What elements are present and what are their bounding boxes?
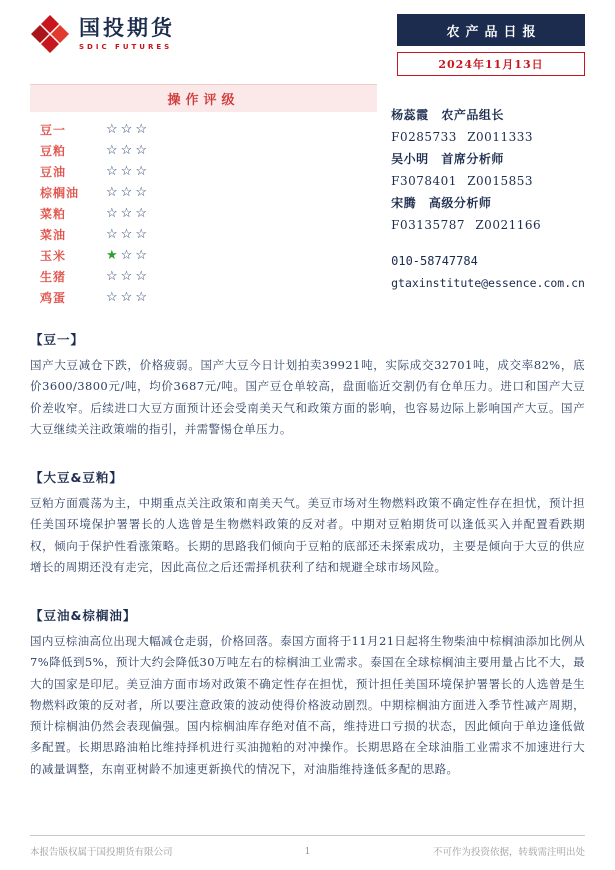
star-outline-icon: ☆ bbox=[106, 227, 121, 242]
section-douyi bbox=[30, 330, 585, 440]
star-rating bbox=[106, 143, 150, 158]
star-outline-icon: ☆ bbox=[120, 122, 136, 137]
analyst-name: 吴小明 bbox=[391, 152, 429, 166]
star-outline-icon: ☆ bbox=[106, 206, 121, 221]
report-title: 农产品日报 bbox=[397, 14, 585, 46]
commodity-name: 棕榈油 bbox=[40, 186, 80, 200]
rating-row bbox=[30, 287, 377, 308]
page-number: 1 bbox=[304, 845, 311, 857]
analyst-name: 宋腾 bbox=[391, 196, 417, 210]
contact-phone: 010-58747784 bbox=[391, 254, 478, 268]
rating-rows bbox=[30, 112, 377, 308]
section-body: 豆粕方面震荡为主，中期重点关注政策和南美天气。美豆市场对生物燃料政策不确定性存在担忧，预计担任美国环境保护署署长的人选曾是生物燃料政策的反对者。中期对豆粕期货可以逢低买入并配置看跌期权，倾向于保护性看涨策略。长期的思路我们倾向于豆粕的底部还未探索成功，主要是倾向于大豆的供应增长的周期还没有走完，因此高位之后还需择机获利了结和规避全球市场风险。 bbox=[30, 496, 585, 574]
logo-diamond-icon bbox=[30, 14, 70, 54]
star-outline-icon: ☆ bbox=[120, 290, 136, 305]
commodity-name: 鸡蛋 bbox=[40, 291, 67, 305]
rating-row bbox=[30, 140, 377, 161]
commodity-name: 豆油 bbox=[40, 165, 67, 179]
brand-subtitle: SDIC FUTURES bbox=[79, 43, 173, 52]
section-heading: 【豆一】 bbox=[30, 332, 85, 347]
star-outline-icon: ☆ bbox=[106, 269, 121, 284]
company-logo bbox=[30, 14, 175, 54]
commodity-name: 菜油 bbox=[40, 228, 67, 242]
star-outline-icon: ☆ bbox=[135, 269, 150, 284]
analyst-name-line bbox=[391, 148, 585, 170]
star-outline-icon: ☆ bbox=[106, 143, 121, 158]
rating-row bbox=[30, 161, 377, 182]
star-outline-icon: ☆ bbox=[120, 206, 136, 221]
commodity-name: 玉米 bbox=[40, 249, 67, 263]
star-outline-icon: ☆ bbox=[120, 269, 136, 284]
commodity-name: 豆粕 bbox=[40, 144, 67, 158]
star-rating bbox=[106, 122, 150, 137]
star-outline-icon: ☆ bbox=[120, 248, 136, 263]
report-date: 2024年11月13日 bbox=[397, 52, 585, 76]
analyst-codes: F03135787 Z0021166 bbox=[391, 218, 542, 232]
commodity-name: 菜粕 bbox=[40, 207, 67, 221]
analyst-codes: F0285733 Z0011333 bbox=[391, 130, 533, 144]
rating-table bbox=[30, 84, 377, 308]
commodity-name: 生猪 bbox=[40, 270, 67, 284]
rating-row bbox=[30, 182, 377, 203]
analyst-codes: F3078401 Z0015853 bbox=[391, 174, 533, 188]
rating-row bbox=[30, 203, 377, 224]
analyst-name-line bbox=[391, 192, 585, 214]
analyst-name-line bbox=[391, 104, 585, 126]
footer-copyright: 本报告版权属于国投期货有限公司 bbox=[30, 847, 173, 858]
analyst-title: 首席分析师 bbox=[441, 152, 504, 166]
star-outline-icon: ☆ bbox=[135, 122, 150, 137]
section-body: 国内豆棕油高位出现大幅减仓走弱，价格回落。泰国方面将于11月21日起将生物柴油中棕榈油添加比例从7%降低到5%，预计大约会降低30万吨左右的棕榈油工业需求。泰国在全球棕榈油主要用量占比不大，最大的国家是印尼。美豆油方面市场对政策不确定性存在担忧，预计担任美国环境保护署署长的人选曾是生物燃料政策的反对者，所以要注意政策的波动使得价格波动剧烈。中期棕榈油方面进入季节性减产周期，预计棕榈油仍然会表现偏强。国内棕榈油库存绝对值不高，维持进口亏损的状态，因此倾向于单边逢低做多配置。长期思路油粕比维持择机进行买油抛粕的对冲操作。长期思路在全球油脂工业需求不加速进行大的减量调整，东南亚树龄不加速更新换代的情况下，对油脂维持逢低多配的思路。 bbox=[30, 634, 585, 776]
analyst-title: 农产品组长 bbox=[441, 108, 504, 122]
section-heading: 【豆油&棕榈油】 bbox=[30, 608, 137, 624]
section-douyou-zonglvyou bbox=[30, 606, 585, 780]
star-rating bbox=[106, 206, 150, 221]
section-dadou-doupo bbox=[30, 468, 585, 578]
footer-disclaimer: 不可作为投资依据，转载需注明出处 bbox=[432, 847, 585, 858]
star-outline-icon: ☆ bbox=[135, 164, 150, 179]
analyst-name: 杨蕊霞 bbox=[391, 108, 429, 122]
rating-row bbox=[30, 245, 377, 266]
star-outline-icon: ☆ bbox=[120, 227, 136, 242]
star-rating bbox=[106, 227, 150, 242]
star-outline-icon: ☆ bbox=[106, 185, 121, 200]
brand-name: 国投期货 bbox=[79, 15, 175, 40]
star-filled-icon: ★ bbox=[106, 248, 121, 263]
rating-row bbox=[30, 224, 377, 245]
star-outline-icon: ☆ bbox=[135, 248, 150, 263]
star-rating bbox=[106, 269, 150, 284]
star-rating bbox=[106, 164, 150, 179]
rating-row bbox=[30, 266, 377, 287]
report-body bbox=[30, 330, 585, 780]
star-outline-icon: ☆ bbox=[135, 143, 150, 158]
commodity-name: 豆一 bbox=[40, 123, 67, 137]
analyst-title: 高级分析师 bbox=[428, 196, 492, 210]
info-row bbox=[30, 84, 585, 308]
star-rating bbox=[106, 185, 150, 200]
section-body: 国产大豆减仓下跌，价格疲弱。国产大豆今日计划拍卖39921吨，实际成交32701吨，成交率82%，底价3600/3800元/吨，均价3687元/吨。国产豆仓单较高，盘面临近交割仍有仓单压力。进口和国产大豆价差收窄。后续进口大豆方面预计还会受南美天气和政策方面的影响，也容易边际上影响国产大豆。国产大豆继续关注政策端的指引，并需警惕仓单压力。 bbox=[30, 358, 585, 436]
star-outline-icon: ☆ bbox=[106, 122, 121, 137]
star-rating bbox=[106, 290, 150, 305]
section-heading: 【大豆&豆粕】 bbox=[30, 470, 123, 486]
rating-table-title: 操作评级 bbox=[30, 84, 377, 112]
star-outline-icon: ☆ bbox=[120, 143, 136, 158]
star-outline-icon: ☆ bbox=[120, 185, 136, 200]
rating-row bbox=[30, 119, 377, 140]
star-rating bbox=[106, 248, 150, 263]
page-footer bbox=[30, 835, 585, 870]
analyst-panel bbox=[377, 84, 585, 308]
brand-text-block bbox=[79, 17, 175, 51]
star-outline-icon: ☆ bbox=[106, 290, 121, 305]
star-outline-icon: ☆ bbox=[120, 164, 136, 179]
star-outline-icon: ☆ bbox=[135, 227, 150, 242]
star-outline-icon: ☆ bbox=[106, 164, 121, 179]
star-outline-icon: ☆ bbox=[135, 206, 150, 221]
star-outline-icon: ☆ bbox=[135, 185, 150, 200]
contact-email: gtaxinstitute@essence.com.cn bbox=[391, 276, 585, 290]
star-outline-icon: ☆ bbox=[135, 290, 150, 305]
report-title-block bbox=[397, 14, 585, 76]
page-header bbox=[30, 14, 585, 76]
